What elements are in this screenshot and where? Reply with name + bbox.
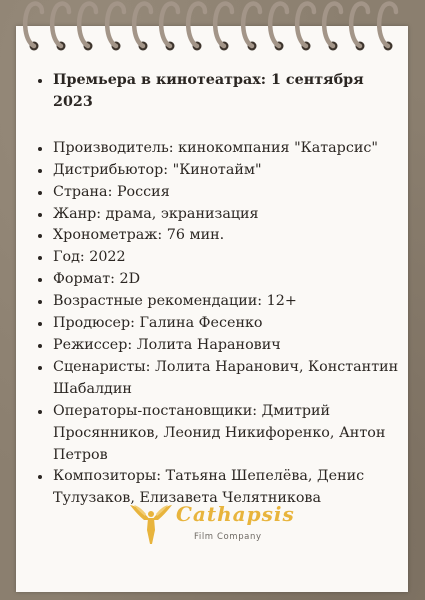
angel-figure-icon (128, 500, 174, 546)
binding-ring (102, 0, 128, 58)
binding-ring (156, 0, 182, 58)
binding-ring (183, 0, 209, 58)
binding-ring (265, 0, 291, 58)
detail-director: Режиссер: Лолита Наранович (30, 335, 402, 357)
binding-ring (319, 0, 345, 58)
detail-year: Год: 2022 (30, 247, 402, 269)
binding-ring (20, 0, 46, 58)
detail-genre: Жанр: драма, экранизация (30, 204, 402, 226)
binding-ring (346, 0, 372, 58)
detail-producer-company: Производитель: кинокомпания "Катарсис" (30, 138, 402, 160)
spiral-binding (16, 0, 408, 60)
detail-producer: Продюсер: Галина Фесенко (30, 313, 402, 335)
binding-ring (374, 0, 400, 58)
detail-country: Страна: Россия (30, 182, 402, 204)
detail-cinematographers: Операторы-постановщики: Дмитрий Просянников, Леонид Никифоренко, Антон Петров (30, 401, 402, 467)
film-info-list (30, 70, 402, 510)
binding-ring (210, 0, 236, 58)
binding-ring (74, 0, 100, 58)
detail-runtime: Хронометраж: 76 мин. (30, 225, 402, 247)
premiere-date: Премьера в кинотеатрах: 1 сентября 2023 (30, 70, 402, 114)
binding-ring (238, 0, 264, 58)
logo-wordmark: Cathapsis (176, 502, 295, 526)
detail-screenwriters: Сценаристы: Лолита Наранович, Константин Шабалдин (30, 357, 402, 401)
binding-ring (47, 0, 73, 58)
binding-ring (129, 0, 155, 58)
logo-tagline: Film Company (194, 532, 262, 542)
detail-age-rating: Возрастные рекомендации: 12+ (30, 291, 402, 313)
detail-format: Формат: 2D (30, 269, 402, 291)
detail-distributor: Дистрибьютор: "Кинотайм" (30, 160, 402, 182)
catharsis-logo (128, 500, 298, 550)
binding-ring (292, 0, 318, 58)
detail-composers: Композиторы: Татьяна Шепелёва, Денис Тулузаков, Елизавета Челятникова (30, 466, 402, 510)
